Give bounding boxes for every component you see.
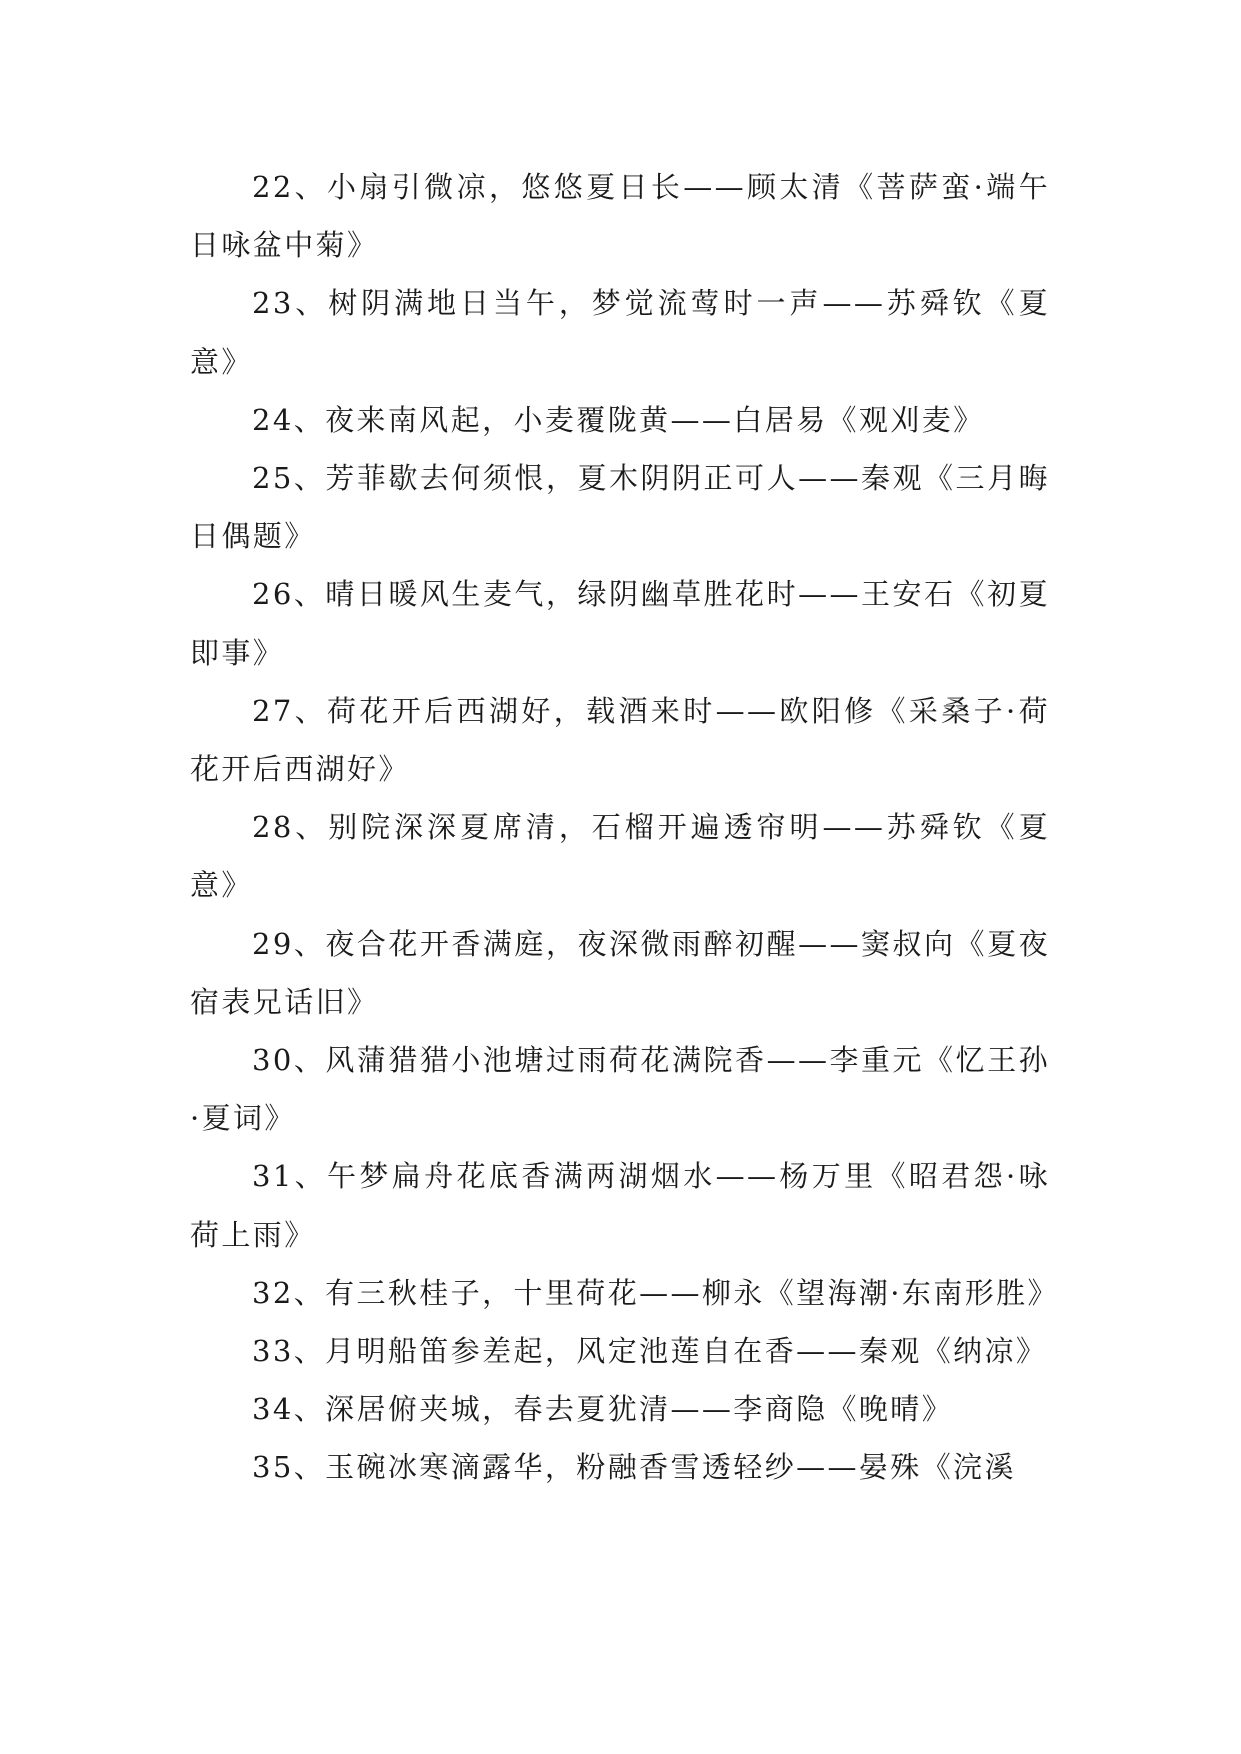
list-item: 26、晴日暖风生麦气，绿阴幽草胜花时——王安石《初夏即事》	[190, 577, 1050, 670]
list-item: 31、午梦扁舟花底香满两湖烟水——杨万里《昭君怨·咏荷上雨》	[190, 1159, 1050, 1252]
list-item: 22、小扇引微凉，悠悠夏日长——顾太清《菩萨蛮·端午日咏盆中菊》	[190, 170, 1050, 263]
list-item: 30、风蒲猎猎小池塘过雨荷花满院香——李重元《忆王孙·夏词》	[190, 1043, 1050, 1136]
list-item: 32、有三秋桂子，十里荷花——柳永《望海潮·东南形胜》	[252, 1275, 1059, 1310]
list-item: 34、深居俯夹城，春去夏犹清——李商隐《晚晴》	[252, 1392, 954, 1427]
list-item: 33、月明船笛参差起，风定池莲自在香——秦观《纳凉》	[252, 1334, 1048, 1369]
list-item: 27、荷花开后西湖好，载酒来时——欧阳修《采桑子·荷花开后西湖好》	[190, 693, 1050, 787]
list-item: 24、夜来南风起，小麦覆陇黄——白居易《观刈麦》	[252, 402, 985, 437]
list-item: 29、夜合花开香满庭，夜深微雨醉初醒——窦叔向《夏夜宿表兄话旧》	[190, 926, 1050, 1019]
list-item: 35、玉碗冰寒滴露华，粉融香雪透轻纱——晏殊《浣溪	[252, 1450, 1016, 1485]
list-item: 28、别院深深夏席清，石榴开遍透帘明——苏舜钦《夏意》	[190, 810, 1050, 903]
poem-list	[190, 158, 1059, 1497]
list-item: 23、树阴满地日当午，梦觉流莺时一声——苏舜钦《夏意》	[190, 286, 1050, 379]
list-item: 25、芳菲歇去何须恨，夏木阴阴正可人——秦观《三月晦日偶题》	[190, 461, 1050, 554]
